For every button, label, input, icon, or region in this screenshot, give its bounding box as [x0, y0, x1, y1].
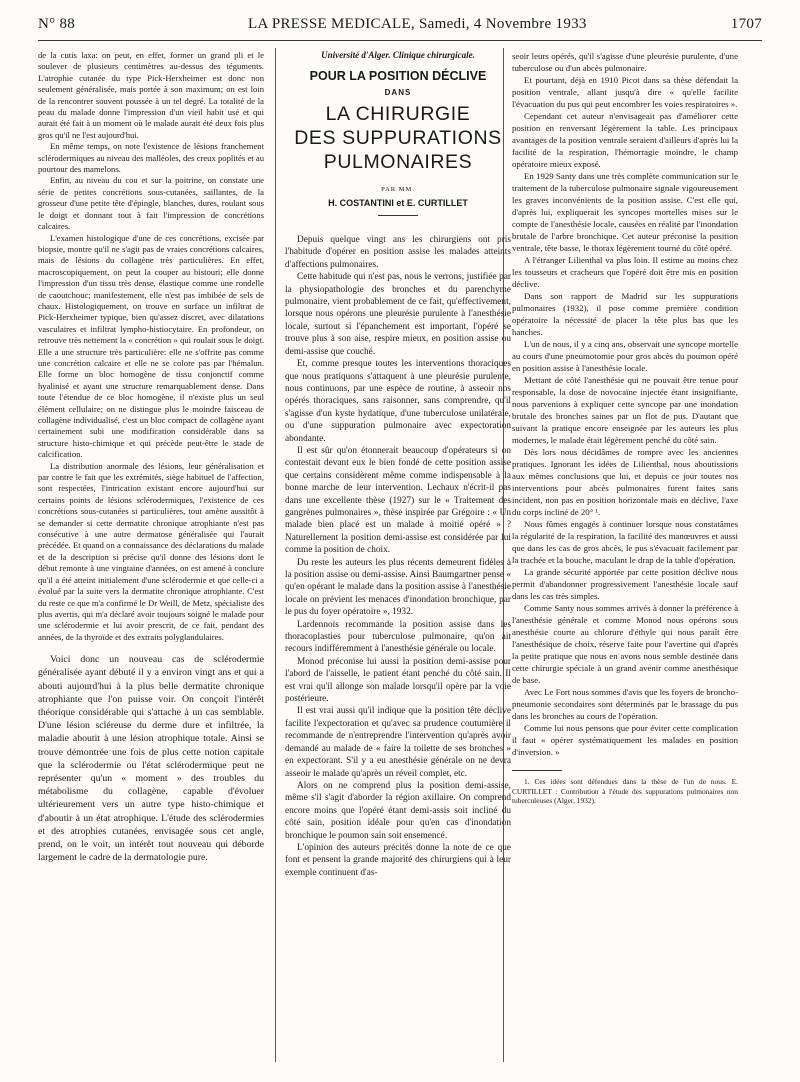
paragraph: Comme lui nous pensons que pour éviter cette complication il faut « opérer systématiquement les malades en position d'inversion. » [512, 723, 738, 757]
column-3 [512, 50, 738, 1062]
article-pretitle-dans: DANS [384, 87, 412, 97]
paragraph: La grande sécurité apportée par cette position déclive nous permit d'abandonner progressivement l'anesthésie locale sauf dans les cas très simples. [512, 567, 738, 601]
paragraph: Il est sûr qu'on étonnerait beaucoup d'opérateurs si on contestait devant eux le bien fondé de cette position assise que certains considèrent même comme indispensable à la bonne marche de leur intervention. Lechaux n'écrit-il pas dans une excellente thèse (1927) sur le « Traitement des gangrènes pulmonaires », thèse inspirée par Grégoire : « Un malade bien placé est un malade à moitié opéré » ? Naturellement la position demi-assise est considérée par lui comme la position de choix. [285, 445, 511, 556]
paragraph: seoir leurs opérés, qu'il s'agisse d'une pleurésie purulente, d'une tuberculose ou d'un abcès pulmonaire. [512, 51, 738, 73]
paragraph: Dans son rapport de Madrid sur les suppurations pulmonaires (1932), il pose comme première condition opératoire la nécessité de placer la tête plus bas que les hanches. [512, 291, 738, 337]
paragraph: Et pourtant, déjà en 1910 Picot dans sa thèse défendait la position ventrale, allant jusqu'à dire « qu'elle facilite l'évacuation du pus qui peut encombrer les voies respiratoires ». [512, 75, 738, 109]
paragraph: Mettant de côté l'anesthésie qui ne pouvait être tenue pour responsable, la dose de novocaïne injectée étant insignifiante, nous parvenions à expliquer cette syncope par une inondation brutale des bronches saines par un flot de pus. D'autant que suivant la pratique encore enseignée par les auteurs les plus modernes, le malade était légèrement penché du côté sain. [512, 375, 738, 445]
article-title-line-3: PULMONAIRES [323, 151, 473, 174]
paragraph: Comme Santy nous sommes arrivés à donner la préférence à l'anesthésie générale et comme Monod nous opérons sous anesthésie courte au chlorure d'éthyle qui nous paraît être l'anesthésique de choix, réserve faite pour l'avertine qui d'après la petite pratique que nous en avons nous semble destinée dans cette chirurgie spéciale à un grand avenir comme anesthésique de base. [512, 603, 738, 685]
issue-number: N° 88 [38, 16, 76, 32]
paragraph: Voici donc un nouveau cas de sclérodermie généralisée ayant débuté il y a environ vingt ans et qui a abouti aujourd'hui à la plus belle dermatite chronique atrophiante que l'on puisse voir. On conçoit l'intérêt théorique considérable qui s'attache à un cas semblable. D'une lésion scléreuse du derme dure et infiltrée, la maladie aboutit à une lésion atrophique totale. Ainsi se trouve démontrée une fois de plus cette notion capitale que la sclérodermie ou l'état sclérodermique peut ne représenter qu'un « moment » des troubles du métabolisme du collagène, capable d'évoluer ultérieurement vers un autre type histo-chimique et d'aboutir à un état atrophique. L'étude des sclérodermies et des atrophies cutanées, envisagée sous cet angle, prend, on le voit, un intérêt tout nouveau qui déborde largement le cadre de la dermatologie pure. [38, 654, 264, 864]
authors: H. COSTANTINI et E. CURTILLET [328, 197, 468, 208]
paragraph: Lardennois recommande la position assise dans les thoracoplasties pour tuberculose pulmonaire, qu'on ait recours indifféremment à l'anesthésie générale ou locale. [285, 619, 511, 655]
paragraph: A l'étranger Lilienthal va plus loin. Il estime au moins chez les tousseurs et cracheurs que l'opéré doit être mis en position déclive. [512, 255, 738, 289]
footnote-rule [512, 770, 562, 771]
column-1 [38, 50, 264, 1062]
paragraph: L'un de nous, il y a cinq ans, observait une syncope mortelle au cours d'une pneumotomie pour gros abcès du poumon opéré en position assise à l'anesthésie locale. [512, 339, 738, 373]
paragraph: Avec Le Fort nous sommes d'avis que les foyers de broncho-pneumonie secondaires sont déterminés par le brassage du pus dans les bronches au cours de l'opération. [512, 687, 738, 721]
paragraph: Du reste les auteurs les plus récents demeurent fidèles à la position assise ou demi-assise. Ainsi Baumgartner pense « qu'en opérant le malade dans la position assise à l'anesthésie locale on prévient les menaces d'inondation bronchique, par le pus du foyer opératoire », 1932. [285, 557, 511, 618]
article-title-line-1: LA CHIRURGIE [325, 103, 471, 126]
paragraph: En 1929 Santy dans une très complète communication sur le traitement de la tuberculose pulmonaire signale vigoureusement les graves inconvénients de la position assise. C'est elle qui, d'après lui, expliquerait les syncopes mortelles mises sur le compte de l'anesthésie locale, causées en réalité par l'inondation brutale de l'arbre bronchique. Cet auteur préconise la position ventrale, tête basse, le thorax légèrement tourné du côté opéré. [512, 171, 738, 253]
paragraph: Il est vrai aussi qu'il indique que la position tête déclive facilite l'expectoration et qu'avec sa prudence coutumière il recommande de n'entreprendre l'intervention qu'après avoir demandé au malade de « faire la toilette de ses bronches » en expectorant. S'il y a eu anesthésie générale on ne devra asseoir le malade qu'après un réveil complet, etc. [285, 706, 511, 779]
paragraph: Nous fûmes engagés à continuer lorsque nous constatâmes la régularité de la respiration, la facilité des manœuvres et aussi que dans les cas de gros abcès, le pus s'évacuait facilement par la trachée et la bouche, maculant le drap de la table d'opération. [512, 519, 738, 565]
paragraph: L'opinion des auteurs précités donne la note de ce que font et pensent la grande majorité des chirurgiens qui à leur exemple continuent d'as- [285, 842, 511, 878]
byline-par: PAR MM. [381, 186, 415, 194]
paragraph: Monod préconise lui aussi la position demi-assise pour l'abord de l'aisselle, le patient étant penché du côté sain. Il est vrai qu'il allonge son malade lorsqu'il opère par la voie postérieure. [285, 656, 511, 705]
paragraph: Depuis quelque vingt ans les chirurgiens ont pris l'habitude d'opérer en position assise les malades atteints d'affections pulmonaires. [285, 235, 511, 270]
article-pretitle: POUR LA POSITION DÉCLIVE [309, 69, 487, 84]
university-line: Université d'Alger. Clinique chirurgicale. [321, 50, 475, 60]
paragraph: Et, comme presque toutes les interventions thoraciques que nous pratiquons s'attaquent à une pleurésie purulente, nous continuons, par une espèce de routine, à asseoir nos opérés thoraciques, sans raisonner, sans comprendre, qu'il s'agisse d'un kyste hydatique, d'une tuberculose unilatérale, ou d'une suppuration pulmonaire avec expectoration abondante. [285, 359, 511, 444]
page-number: 1707 [730, 16, 762, 32]
paragraph: En même temps, on note l'existence de lésions franchement sclérodermiques au niveau des malléoles, des creux poplités et au pourtour des mamelons. [38, 141, 264, 175]
paragraph: Cette habitude qui n'est pas, nous le verrons, justifiée par la physiopathologie des bronches et du parenchyme pulmonaire, vient probablement de ce fait, qu'effectivement, lorsque nous opérons une pleurésie purulente à l'anesthésie locale, surtout si l'épanchement est important, l'opéré se trouve plus à son aise, respire mieux, en position assise ou demi-assise que couché. [285, 272, 511, 357]
paragraph: Alors on ne comprend plus la position demi-assise, même s'il s'agit d'aborder la région axillaire. On comprend encore moins que l'opéré étant demi-assis soit incliné du côté sain, position idéale pour qu'en cas d'inondation bronchique le poumon sain soit ensemencé. [285, 780, 511, 841]
journal-title: LA PRESSE MEDICALE, Samedi, 4 Novembre 1933 [248, 16, 587, 32]
paragraph: Cependant cet auteur n'envisageait pas d'améliorer cette position en renversant légèrement la table. Les principaux avantages de la position ventrale seraient d'ailleurs d'après lui la facilité de la respiration, l'hémorragie moindre, le champ opératoire mieux exposé. [512, 111, 738, 169]
footnote: 1. Ces idées sont défendues dans la thèse de l'un de nous. E. CURTILLET : Contribution à l'étude des suppurations pulmonaires non tuberculeuses (Alger, 1932). [512, 777, 738, 806]
running-header [38, 16, 762, 38]
header-rule [38, 40, 762, 41]
title-rule [378, 215, 418, 216]
column-2 [285, 50, 511, 1062]
paragraph: Dès lors nous décidâmes de rompre avec les anciennes pratiques. Ignorant les idées de Lilienthal, nous aboutissions aux mêmes conclusions que lui, et depuis ce jour toutes nos interventions pour abcès pulmonaires furent faites sans incident, non pas en position horizontale mais en déclive, l'axe du corps incliné de 20° ¹. [512, 447, 738, 517]
article-title-line-2: DES SUPPURATIONS [294, 127, 502, 150]
paragraph: La distribution anormale des lésions, leur généralisation et par contre le fait que les extrémités, siège habituel de l'affection, sont respectées, l'intrication existant encore aujourd'hui sur certains points de lésions sclérodermiques, l'existence de ces concrétions sous-cutanées si particulières, tout amène aussitôt à se demander si cette dermatite chronique atrophiante n'est pas consécutive à une autre dermatose généralisée qui l'aurait précédée. Et quand on a connaissance des déclarations du malade et de la description si précise qu'il donne des lésions dont le début remonte à une vingtaine d'années, on est amené à conclure qu'il a été atteint initialement d'une sclérodermie et que celle-ci a évolué par la suite vers la dermatite chronique atrophiante. C'est du reste ce que m'a confirmé le Dr Weill, de Metz, spécialiste des plus avertis, qui m'a déclaré avoir toujours soigné le malade pour une sclérodermie et lui avoir prescrit, de ce fait, pendant des années, de la thyroïde et des extraits polyglandulaires. [38, 460, 264, 642]
column-divider [275, 48, 276, 1062]
paragraph: L'examen histologique d'une de ces concrétions, excisée par biopsie, montre qu'il ne s'agit pas de vraies concrétions calcaires, mais de lésions du collagène très particulières. En effet, macroscopiquement, on peut la couper au bistouri; elle donne l'impression d'un tissu très dense, élastique comme une rondelle de caoutchouc; manifestement, elle n'est pas imbibée de sels de chaux. Histologiquement, on trouve en surface un infiltrat de Pick-Herxheimer typique, bien qu'assez discret, avec dilatations vasculaires et infiltrat lympho-histiocytaire. En profondeur, on retrouve très nettement la « concrétion » qui roulait sous le doigt. Elle a une structure très particulière: elle ne s'offrite pas comme une concrétion calcaire et elle ne se colore pas par l'hémalun. Elle forme un bloc homogène de tissu conjonctif comme hyalinisé et ayant une structure remarquablement dense. Dans toute l'étendue de ce bloc homogène, il n'existe plus un seul élément cellulaire; on ne distingue plus le moindre faisceau de collagène individualisé, c'est un bloc compact de collagène ayant certainement subi une modification considérable dans sa structure histo-chimique et qui précède peut-être le stade de calcification. [38, 232, 264, 460]
paragraph: Enfin, au niveau du cou et sur la poitrine, on constate une série de petites concrétions sous-cutanées, saillantes, de la grosseur d'une petite tête d'épingle, blanches, dures, roulant sous le doigt et donnant tout à fait l'impression de concrétions calcaires. [38, 175, 264, 232]
paragraph: de la cutis laxa: on peut, en effet, former un grand pli et le soulever de plusieurs centimètres au-dessus des téguments. L'atrophie cutanée du type Pick-Herxheimer est donc non seulement généralisée, mais portée à son maximum; on est loin de la rencontrer souvent poussée à un tel degré. La totalité de la peau du malade donne l'impression d'un vieil habit usé et qui aurait été fait à un moment où le malade aurait été deux fois plus gros qu'il ne l'est aujourd'hui. [38, 50, 264, 140]
